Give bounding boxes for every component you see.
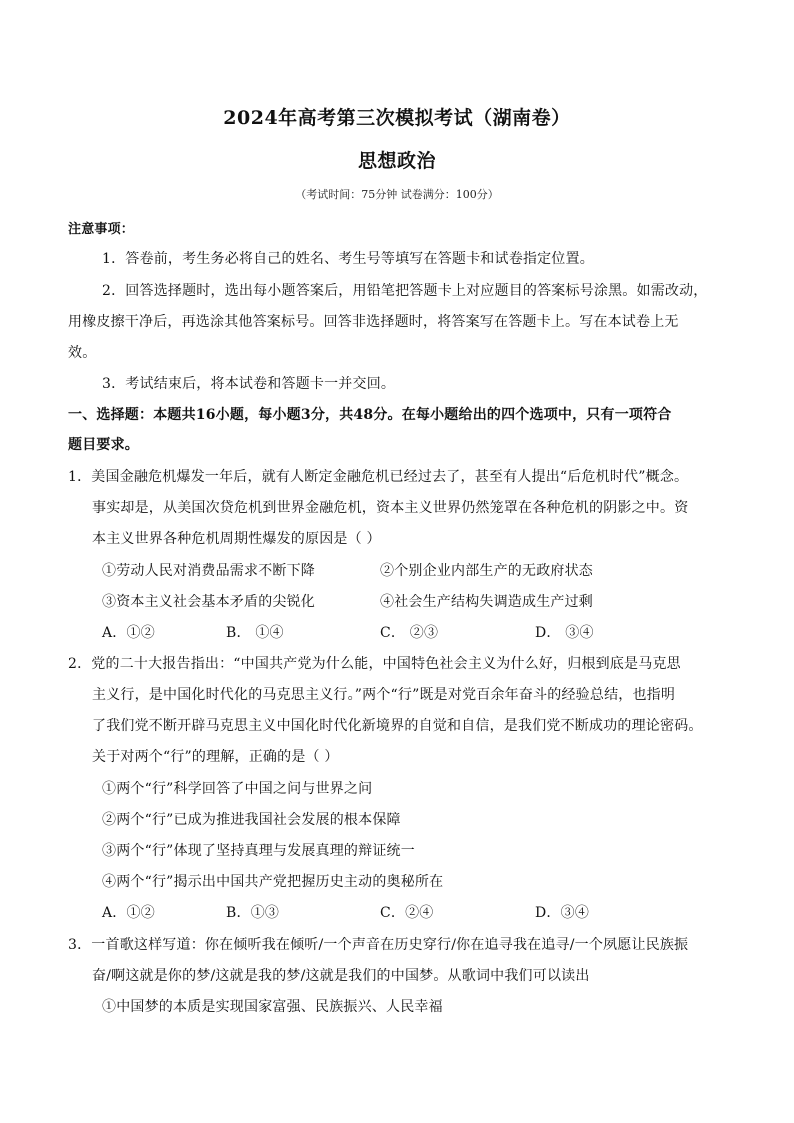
- section-heading: 一、选择题：本题共16小题，每小题3分，共48分。在每小题给出的四个选项中，只有一项符合: [68, 407, 672, 423]
- q2-choice-c: C．②④: [380, 905, 434, 921]
- exam-title: 2024年高考第三次模拟考试（湖南卷）: [223, 107, 571, 129]
- q1-option-4: ④社会生产结构失调造成生产过剩: [380, 594, 593, 610]
- notice-heading: 注意事项：: [68, 222, 135, 237]
- q1-option-2: ②个别企业内部生产的无政府状态: [380, 563, 593, 579]
- q3-option-1: ①中国梦的本质是实现国家富强、民族振兴、人民幸福: [102, 999, 443, 1015]
- q3-stem: 3．一首歌这样写道：你在倾听我在倾听/一个声音在历史穿行/你在追寻我在追寻/一个夙愿让民族振: [68, 937, 689, 953]
- q2-choice-b: B．①③: [226, 905, 280, 921]
- q2-choice-d: D．③④: [535, 905, 590, 921]
- q2-option-4: ④两个“行”揭示出中国共产党把握历史主动的奥秘所在: [102, 874, 444, 890]
- q2-option-3: ③两个“行”体现了坚持真理与发展真理的辩证统一: [102, 843, 415, 859]
- exam-meta: （考试时间：75分钟 试卷满分：100分）: [295, 188, 499, 201]
- notice-item-2-cont: 用橡皮擦干净后，再选涂其他答案标号。回答非选择题时，将答案写在答题卡上。写在本试卷上无: [68, 314, 679, 330]
- q2-question: 关于对两个“行”的理解，正确的是（ ）: [92, 749, 339, 765]
- section-heading-cont: 题目要求。: [68, 437, 139, 453]
- q1-choice-b: B． ①④: [226, 625, 284, 641]
- q1-choice-c: C． ②③: [380, 625, 439, 641]
- subject-title: 思想政治: [357, 150, 436, 172]
- q2-choice-a: A．①②: [102, 905, 155, 921]
- q2-stem-cont2: 了我们党不断开辟马克思主义中国化时代化新境界的自觉和自信，是我们党不断成功的理论密码。: [92, 718, 703, 734]
- q2-option-2: ②两个“行”已成为推进我国社会发展的根本保障: [102, 812, 401, 828]
- notice-item-3: 3．考试结束后，将本试卷和答题卡一并交回。: [102, 376, 396, 392]
- q1-option-3: ③资本主义社会基本矛盾的尖锐化: [102, 594, 315, 610]
- notice-item-1: 1．答卷前，考生务必将自己的姓名、考生号等填写在答题卡和试卷指定位置。: [102, 251, 594, 267]
- q1-stem: 1．美国金融危机爆发一年后，就有人断定金融危机已经过去了，甚至有人提出“后危机时代”概念。: [68, 469, 689, 485]
- notice-item-2: 2．回答选择题时，选出每小题答案后，用铅笔把答题卡上对应题目的答案标号涂黑。如需改动，: [102, 283, 708, 299]
- q1-choice-a: A．①②: [102, 625, 155, 641]
- q1-question: 本主义世界各种危机周期性爆发的原因是（ ）: [92, 531, 381, 547]
- q1-stem-cont: 事实却是，从美国次贷危机到世界金融危机，资本主义世界仍然笼罩在各种危机的阴影之中。资: [92, 500, 689, 516]
- notice-item-2-cont2: 效。: [68, 345, 97, 361]
- q3-stem-cont: 奋/啊这就是你的梦/这就是我的梦/这就是我们的中国梦。从歌词中我们可以读出: [92, 968, 590, 984]
- q1-option-1: ①劳动人民对消费品需求不断下降: [102, 563, 315, 579]
- q2-stem-cont: 主义行，是中国化时代化的马克思主义行。”两个“行”既是对党百余年奋斗的经验总结，也指明: [92, 687, 676, 703]
- q2-stem: 2．党的二十大报告指出：“中国共产党为什么能，中国特色社会主义为什么好，归根到底是马克思: [68, 656, 681, 672]
- q1-choice-d: D． ③④: [535, 625, 594, 641]
- q2-option-1: ①两个“行”科学回答了中国之问与世界之问: [102, 781, 373, 797]
